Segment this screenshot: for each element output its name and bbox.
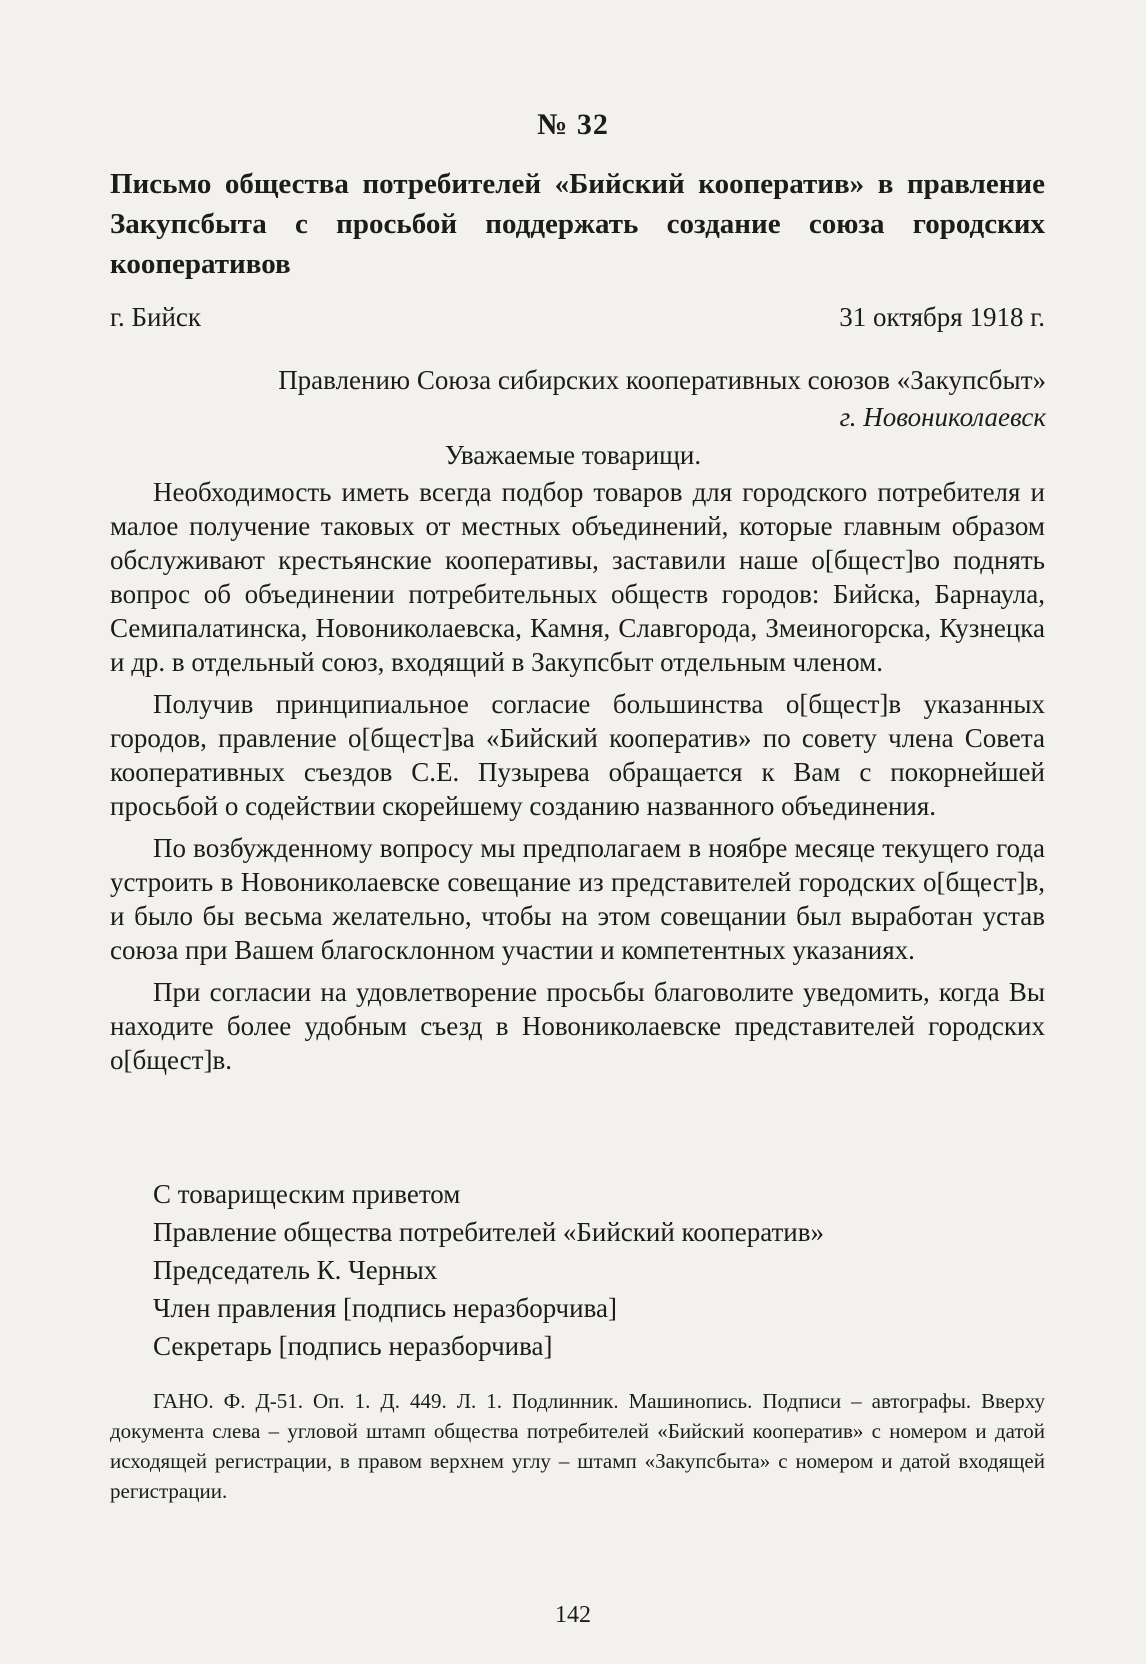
closing-line: Секретарь [подпись неразборчива] xyxy=(153,1331,553,1361)
date: 31 октября 1918 г. xyxy=(839,302,1045,332)
closing-block xyxy=(153,1175,824,1365)
source-note: ГАНО. Ф. Д-51. Оп. 1. Д. 449. Л. 1. Подлинник. Машинопись. Подписи – автографы. Вверху документа слева – угловой штамп общества потребителей «Бийский кооператив» с номером и датой исходящей регистрации, в правом верхнем углу – штамп «Закупсбыта» с номером и датой входящей регистрации. xyxy=(110,1389,1045,1503)
closing-line: Правление общества потребителей «Бийский кооператив» xyxy=(153,1217,825,1247)
greeting: Уважаемые товарищи. xyxy=(444,440,702,470)
paragraph: По возбужденному вопросу мы предполагаем в ноябре месяце текущего года устроить в Новониколаевске совещание из представителей городских о[бщест]в, и было бы весьма желательно, чтобы на этом совещании был выработан устав союза при Вашем благосклонном участии и компетентных указаниях. xyxy=(110,833,1045,965)
place: г. Бийск xyxy=(110,302,202,332)
closing-line: Член правления [подпись неразборчива] xyxy=(153,1293,617,1323)
document-number: № 32 xyxy=(537,108,609,141)
address-city: г. Новониколаевск xyxy=(839,402,1046,432)
document-title: Письмо общества потребителей «Бийский кооператив» в правление Закупсбыта с просьбой поддержать создание союза городских кооперативов xyxy=(110,168,1045,280)
paragraph: Необходимость иметь всегда подбор товаров для городского потребителя и малое получение таковых от местных объединений, которые главным образом обслуживают крестьянские кооперативы, заставили наше о[бщест]во поднять вопрос об объединении потребительных обществ городов: Бийска, Барнаула, Семипалатинска, Новониколаевска, Камня, Славгорода, Змеиногорска, Кузнецка и др. в отдельный союз, входящий в Закупсбыт отдельным членом. xyxy=(110,477,1045,677)
place-date-line xyxy=(110,302,1045,333)
letter-body xyxy=(110,475,1045,1085)
page-number: 142 xyxy=(555,1602,591,1628)
closing-line: С товарищеским приветом xyxy=(153,1179,461,1209)
paragraph: Получив принципиальное согласие большинства о[бщест]в указанных городов, правление о[бщест]ва «Бийский кооператив» по совету члена Совета кооперативных съездов С.Е. Пузырева обращается к Вам с покорнейшей просьбой о содействии скорейшему созданию названного объединения. xyxy=(110,689,1045,821)
closing-line: Председатель К. Черных xyxy=(153,1255,438,1285)
addressee: Правлению Союза сибирских кооперативных союзов «Закупсбыт» xyxy=(278,365,1046,395)
paragraph: При согласии на удовлетворение просьбы благоволите уведомить, когда Вы находите более удобным съезд в Новониколаевске представителей городских о[бщест]в. xyxy=(110,977,1045,1075)
